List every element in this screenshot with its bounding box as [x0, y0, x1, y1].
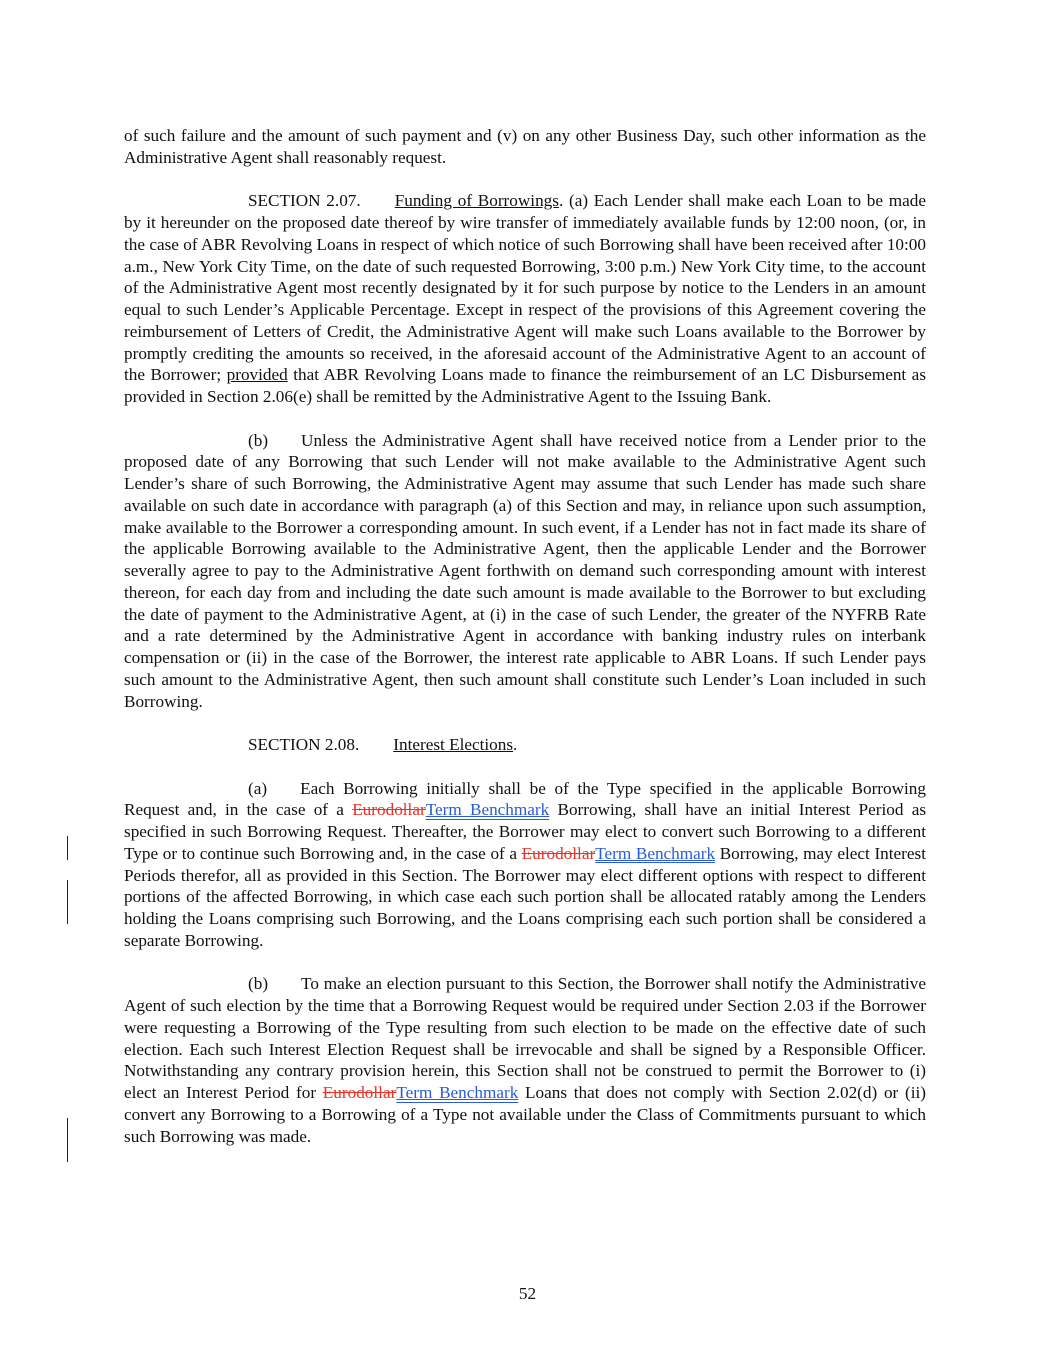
section-2-07-number: SECTION 2.07.	[248, 191, 361, 211]
section-2-07-a-text-1: . (a) Each Lender shall make each Loan to be made by it hereunder on the proposed date thereof by wire transfer of immediately available funds by 12:00 noon, (or, in the case of ABR Revolving Loans in respect of which notice of such Borrowing shall have been received after 10:00 a.m., New York City Time, on the date of such requested Borrowing, 3:00 p.m.) New York City time, to the account of the Administrative Agent most recently designated by it for such purpose by notice to the Lenders in an amount equal to such Lender’s Applicable Percentage. Except in respect of the provisions of this Agreement covering the reimbursement of Letters of Credit, the Administrative Agent will make such Loans available to the Borrower by promptly crediting the amounts so received, in the aforesaid account of the Administrative Agent to an account of the Borrower;	[124, 191, 926, 385]
section-2-08-paragraph-a	[124, 778, 926, 952]
section-2-07-b-text: Unless the Administrative Agent shall have received notice from a Lender prior to the proposed date of any Borrowing that such Lender will not make available to the Administrative Agent such Lender’s share of such Borrowing, the Administrative Agent may assume that such Lender has made such share available on such date in accordance with paragraph (a) of this Section and may, in reliance upon such assumption, make available to the Borrower a corresponding amount. In such event, if a Lender has not in fact made its share of the applicable Borrowing available to the Administrative Agent, then the applicable Lender and the Borrower severally agree to pay to the Administrative Agent forthwith on demand such corresponding amount with interest thereon, for each day from and including the date such amount is made available to the Borrower to but excluding the date of payment to the Administrative Agent, at (i) in the case of such Lender, the greater of the NYFRB Rate and a rate determined by the Administrative Agent in accordance with banking industry rules on interbank compensation or (ii) in the case of the Borrower, the interest rate applicable to ABR Loans. If such Lender pays such amount to the Administrative Agent, then such amount shall constitute such Lender’s Loan included in such Borrowing.	[124, 430, 926, 711]
deleted-text-eurodollar: Eurodollar	[322, 1083, 397, 1102]
section-2-07-title: Funding of Borrowings	[394, 191, 559, 211]
inserted-text-term-benchmark: Term Benchmark	[595, 843, 716, 863]
section-2-08-paragraph-b	[124, 973, 926, 1147]
change-bar	[67, 880, 68, 924]
section-2-08-title-suffix: .	[513, 735, 518, 754]
inserted-text-term-benchmark: Term Benchmark	[425, 800, 550, 820]
deleted-text-eurodollar: Eurodollar	[521, 843, 596, 863]
section-2-08-a-text-2: Borrowing, shall have an initial Interest Period as specified in such Borrowing Request. Thereafter, the Borrower may elect to convert such Borrowing to a different Type or to continue such Borrowing and, in the case of a	[124, 800, 927, 863]
section-2-08-number: SECTION 2.08.	[248, 735, 360, 754]
section-2-08-b-text-1: To make an election pursuant to this Section, the Borrower shall notify the Administrative Agent of such election by the time that a Borrowing Request would be required under Section 2.03 if the Borrower were requesting a Borrowing of the Type resulting from such election to be made on the effective date of such election. Each such Interest Election Request shall be irrevocable and shall be signed by a Responsible Officer. Notwithstanding any contrary provision herein, this Section shall not be construed to permit the Borrower to (i) elect an Interest Period for	[124, 974, 926, 1102]
section-2-08-b-label: (b)	[248, 974, 269, 994]
inserted-text-term-benchmark: Term Benchmark	[396, 1083, 519, 1102]
section-2-07-b-label: (b)	[248, 430, 269, 450]
section-2-07-paragraph-b	[124, 430, 926, 713]
change-bar	[67, 836, 68, 860]
page-content	[124, 125, 926, 1169]
provided-term: provided	[226, 365, 288, 385]
intro-text: of such failure and the amount of such payment and (v) on any other Business Day, such other information as the Administrative Agent shall reasonably request.	[124, 126, 926, 167]
section-2-07-paragraph-a	[124, 190, 926, 408]
section-2-08-a-label: (a)	[248, 778, 268, 798]
change-bar	[67, 1118, 68, 1162]
section-2-08-heading	[124, 734, 926, 756]
section-2-08-a-text-3: Borrowing, may elect Interest Periods therefor, all as provided in this Section. The Borrower may elect different options with respect to different portions of the affected Borrowing, in which case each such portion shall be allocated ratably among the Lenders holding the Loans comprising such Borrowing, and the Loans comprising each such portion shall be considered a separate Borrowing.	[124, 843, 926, 950]
deleted-text-eurodollar: Eurodollar	[352, 800, 426, 820]
page-number: 52	[518, 1284, 537, 1303]
section-2-08-a-text-1: Each Borrowing initially shall be of the Type specified in the applicable Borrowing Request and, in the case of a	[124, 778, 926, 820]
intro-paragraph	[124, 125, 926, 169]
section-2-08-title: Interest Elections	[393, 735, 514, 754]
section-2-08-b-text-2: Loans that does not comply with Section 2.02(d) or (ii) convert any Borrowing to a Borrowing of a Type not available under the Class of Commitments pursuant to which such Borrowing was made.	[124, 1083, 926, 1146]
section-2-07-a-text-2: that ABR Revolving Loans made to finance the reimbursement of an LC Disbursement as provided in Section 2.06(e) shall be remitted by the Administrative Agent to the Issuing Bank.	[124, 365, 927, 406]
